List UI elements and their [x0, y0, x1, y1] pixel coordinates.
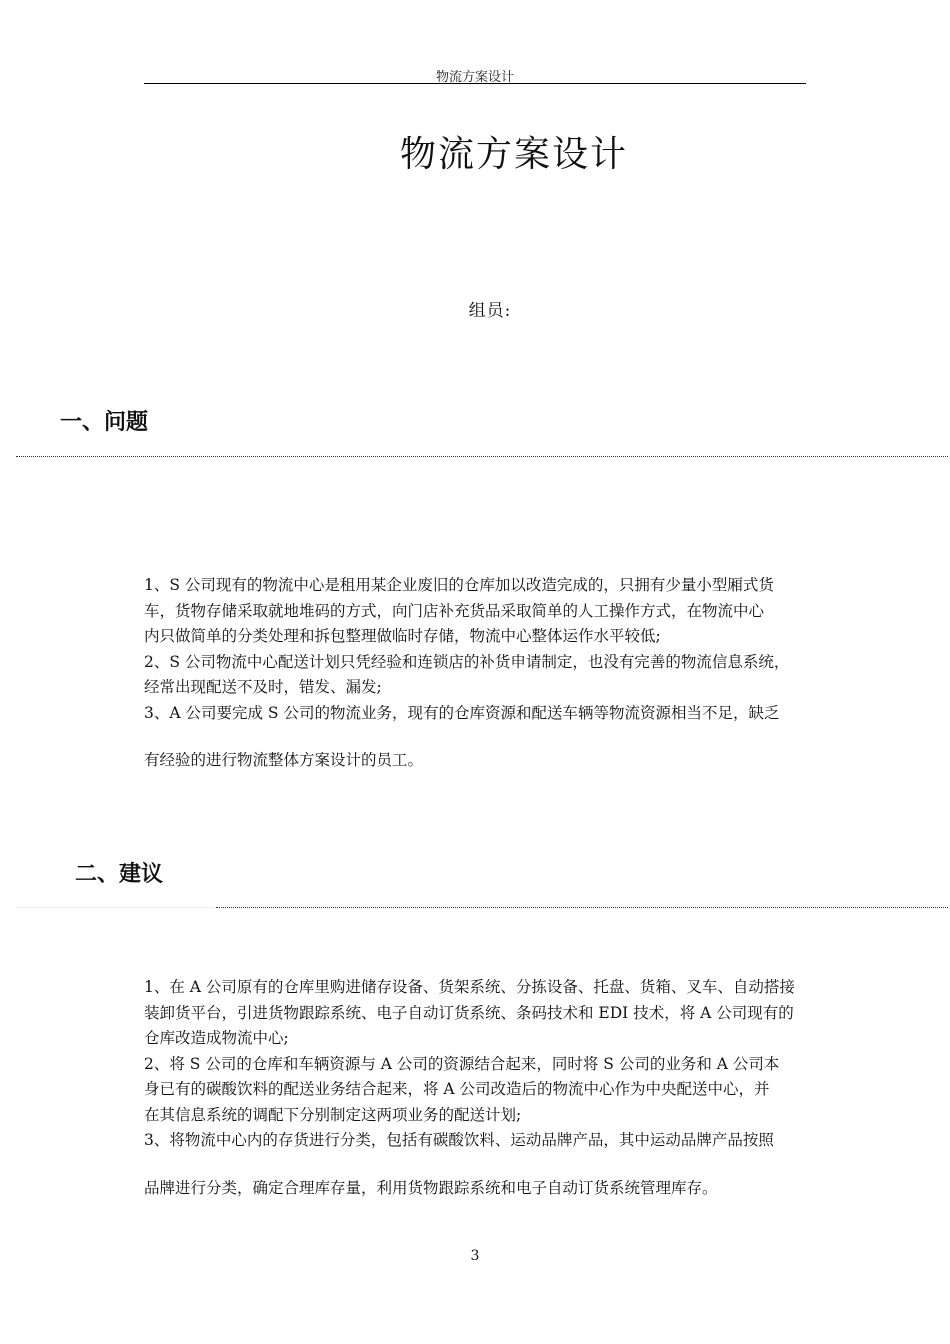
section-divider: [216, 907, 948, 908]
problems-paragraph-tail: [144, 748, 816, 774]
paragraph-line: 经常出现配送不及时，错发、漏发;: [144, 678, 382, 696]
page-number: 3: [470, 1248, 480, 1264]
paragraph-line: 2、S 公司物流中心配送计划只凭经验和连锁店的补货申请制定，也没有完善的物流信息系统，: [144, 652, 790, 671]
paragraph-line: 品牌进行分类，确定合理库存量，利用货物跟踪系统和电子自动订货系统管理库存。: [144, 1179, 718, 1197]
paragraph-line: 1、S 公司现有的物流中心是租用某企业废旧的仓库加以改造完成的，只拥有少量小型厢式货: [144, 576, 774, 594]
suggestions-paragraph: [144, 975, 816, 1154]
running-header: 物流方案设计: [435, 70, 514, 85]
paragraph-line: 仓库改造成物流中心;: [144, 1029, 289, 1047]
paragraph-line: 身已有的碳酸饮料的配送业务结合起来，将 A 公司改造后的物流中心作为中央配送中心，并: [144, 1080, 770, 1098]
paragraph-line: 有经验的进行物流整体方案设计的员工。: [144, 751, 424, 769]
paragraph-line: 装卸货平台，引进货物跟踪系统、电子自动订货系统、条码技术和 EDI 技术，将 A 公司现有的: [144, 1003, 794, 1022]
section-heading-problems: 一、问题: [60, 410, 149, 435]
section-divider: [16, 456, 948, 457]
members-label: 组员:: [468, 301, 512, 321]
paragraph-line: 1、在 A 公司原有的仓库里购进储存设备、货架系统、分拣设备、托盘、货箱、叉车、自动搭接: [144, 978, 795, 996]
document-title: 物流方案设计: [399, 134, 628, 175]
section-divider-faint: [16, 907, 214, 908]
suggestions-paragraph-tail: [144, 1176, 816, 1202]
paragraph-line: 车，货物存储采取就地堆码的方式，向门店补充货品采取简单的人工操作方式，在物流中心: [144, 601, 765, 620]
section-heading-suggestions: 二、建议: [75, 862, 164, 887]
header-rule: [144, 83, 806, 84]
problems-paragraph: [144, 573, 816, 726]
paragraph-line: 在其信息系统的调配下分别制定这两项业务的配送计划;: [144, 1105, 522, 1124]
paragraph-line: 内只做简单的分类处理和拆包整理做临时存储，物流中心整体运作水平较低;: [144, 627, 661, 645]
paragraph-line: 2、将 S 公司的仓库和车辆资源与 A 公司的资源结合起来，同时将 S 公司的业务和 A 公司本: [144, 1054, 780, 1073]
paragraph-line: 3、将物流中心内的存货进行分类，包括有碳酸饮料、运动品牌产品，其中运动品牌产品按照: [144, 1131, 774, 1149]
paragraph-line: 3、A 公司要完成 S 公司的物流业务，现有的仓库资源和配送车辆等物流资源相当不足，缺乏: [144, 703, 780, 722]
